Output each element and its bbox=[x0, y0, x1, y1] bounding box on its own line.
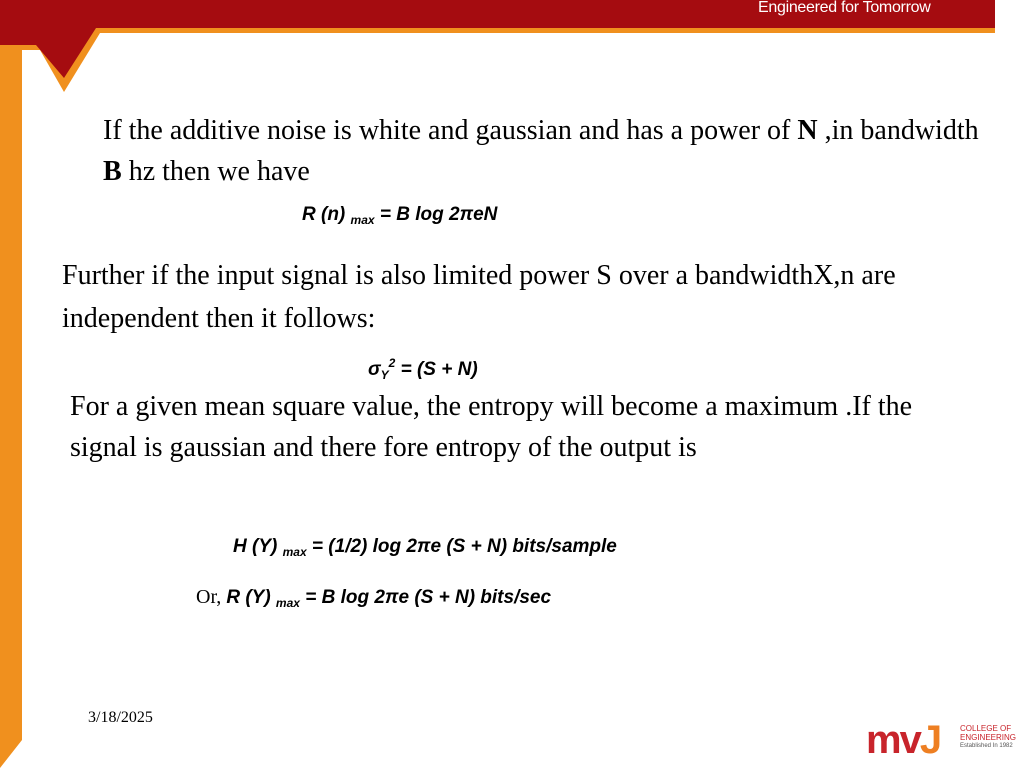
paragraph-input-signal: Further if the input signal is also limited power S over a bandwidthX,n are independent then it follows: bbox=[62, 260, 896, 334]
logo-mark: mvJ bbox=[866, 718, 941, 762]
paragraph-entropy: For a given mean square value, the entropy will become a maximum .If the signal is gaussian and there fore entropy of the output is bbox=[70, 391, 913, 463]
logo-text: COLLEGE OF ENGINEERING Established In 1982 bbox=[960, 724, 1017, 749]
slide-date: 3/18/2025 bbox=[88, 709, 153, 726]
equation-rate-output: Or, R (Y) $_{max}$ = B log 2πe (S + N) bits/sec bbox=[196, 586, 552, 610]
left-accent-bar bbox=[0, 0, 30, 768]
equation-variance: $\sigma_Y^2 = (S + N)$ bbox=[368, 356, 478, 382]
equation-rate-noise: R (n) $_{max}$ = B log 2πeN bbox=[302, 204, 498, 227]
equation-entropy-max: H (Y) $_{max}$ = (1/2) log 2πe (S + N) bits/sample bbox=[233, 536, 617, 559]
paragraph-noise: If the additive noise is white and gaussian and has a power of N ,in bandwidth B hz then we have bbox=[103, 115, 979, 187]
college-logo bbox=[866, 716, 1016, 766]
header-tagline: Engineered for Tomorrow bbox=[758, 0, 931, 16]
